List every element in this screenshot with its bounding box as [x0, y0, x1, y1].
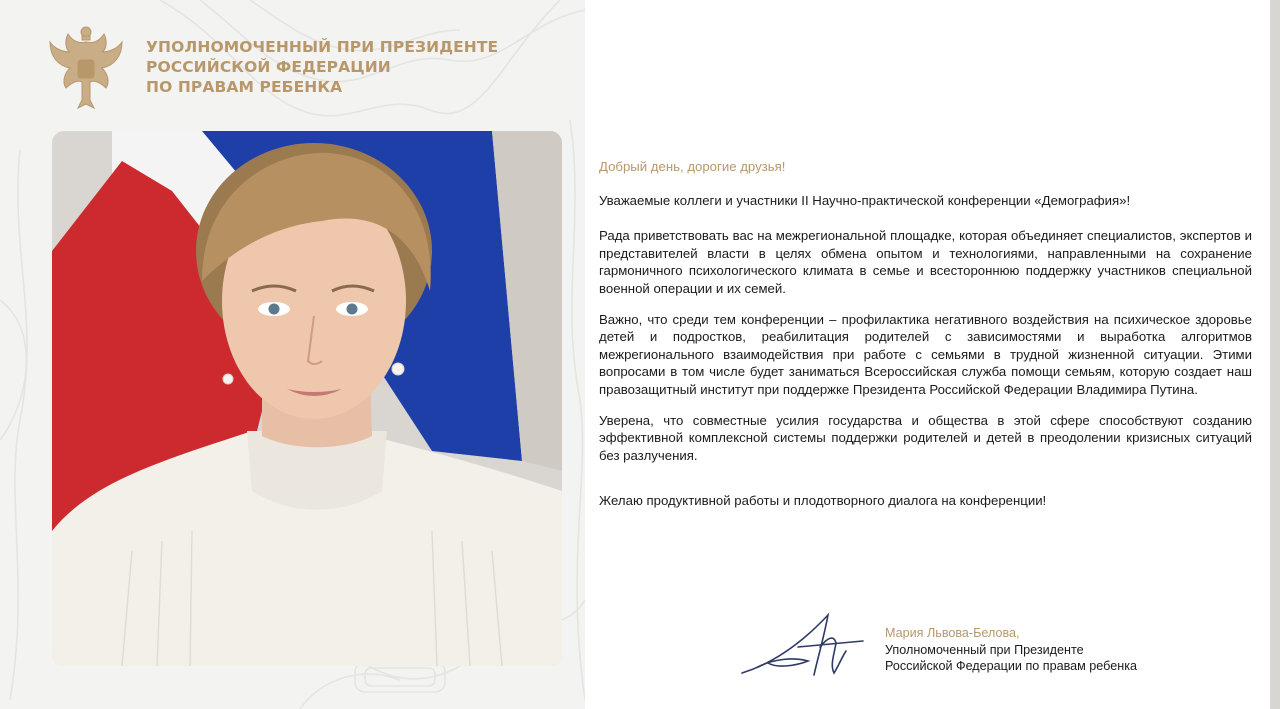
letter-paragraph-1: Рада приветствовать вас на межрегиональной площадке, которая объединяет специалистов, экспертов и представителей власти в целях обмена опытом и технологиями, направленными на сохранение гармоничного психологического климата в семье и всестороннюю поддержку участников специальной военной операции и их семей.	[599, 228, 1252, 296]
org-title-line-3: ПО ПРАВАМ РЕБЕНКА	[146, 78, 343, 96]
greeting: Добрый день, дорогие друзья!	[599, 159, 786, 174]
org-title-line-1: УПОЛНОМОЧЕННЫЙ ПРИ ПРЕЗИДЕНТЕ	[146, 38, 499, 56]
org-title-line-2: РОССИЙСКОЙ ФЕДЕРАЦИИ	[146, 58, 391, 76]
handwritten-signature	[738, 607, 868, 682]
letter-paragraph-3: Уверена, что совместные усилия государства и общества в этой сфере способствуют созданию эффективной комплексной системы поддержки родителей и детей в преодолении кризисных ситуаций без разлучения.	[599, 413, 1252, 463]
letter-paragraph-2: Важно, что среди тем конференции – профилактика негативного воздействия на психическое здоровье детей и подростков, реабилитация родителей с зависимостями и выработка алгоритмов межрегионального взаимодействия при работе с семьями в трудной жизненной ситуации. Этими вопросами в том числе будет заниматься Всероссийская служба помощи семьям, которую создает наш правозащитный институт при поддержке Президента Российской Федерации Владимира Путина.	[599, 312, 1252, 397]
double-headed-eagle-emblem-icon	[48, 22, 124, 110]
left-panel	[0, 0, 585, 709]
right-edge-bar	[1270, 0, 1280, 709]
letter-body	[599, 158, 1252, 524]
signer-title-line-1: Уполномоченный при Президенте	[885, 642, 1084, 657]
letter-address: Уважаемые коллеги и участники II Научно-практической конференции «Демография»!	[599, 193, 1131, 208]
letter-closing: Желаю продуктивной работы и плодотворного диалога на конференции!	[599, 493, 1047, 509]
signer-block	[885, 625, 1137, 675]
org-title	[146, 37, 498, 97]
signer-title-line-2: Российской Федерации по правам ребенка	[885, 659, 1137, 673]
signer-name: Мария Львова-Белова,	[885, 626, 1020, 640]
portrait-photo	[52, 131, 562, 666]
